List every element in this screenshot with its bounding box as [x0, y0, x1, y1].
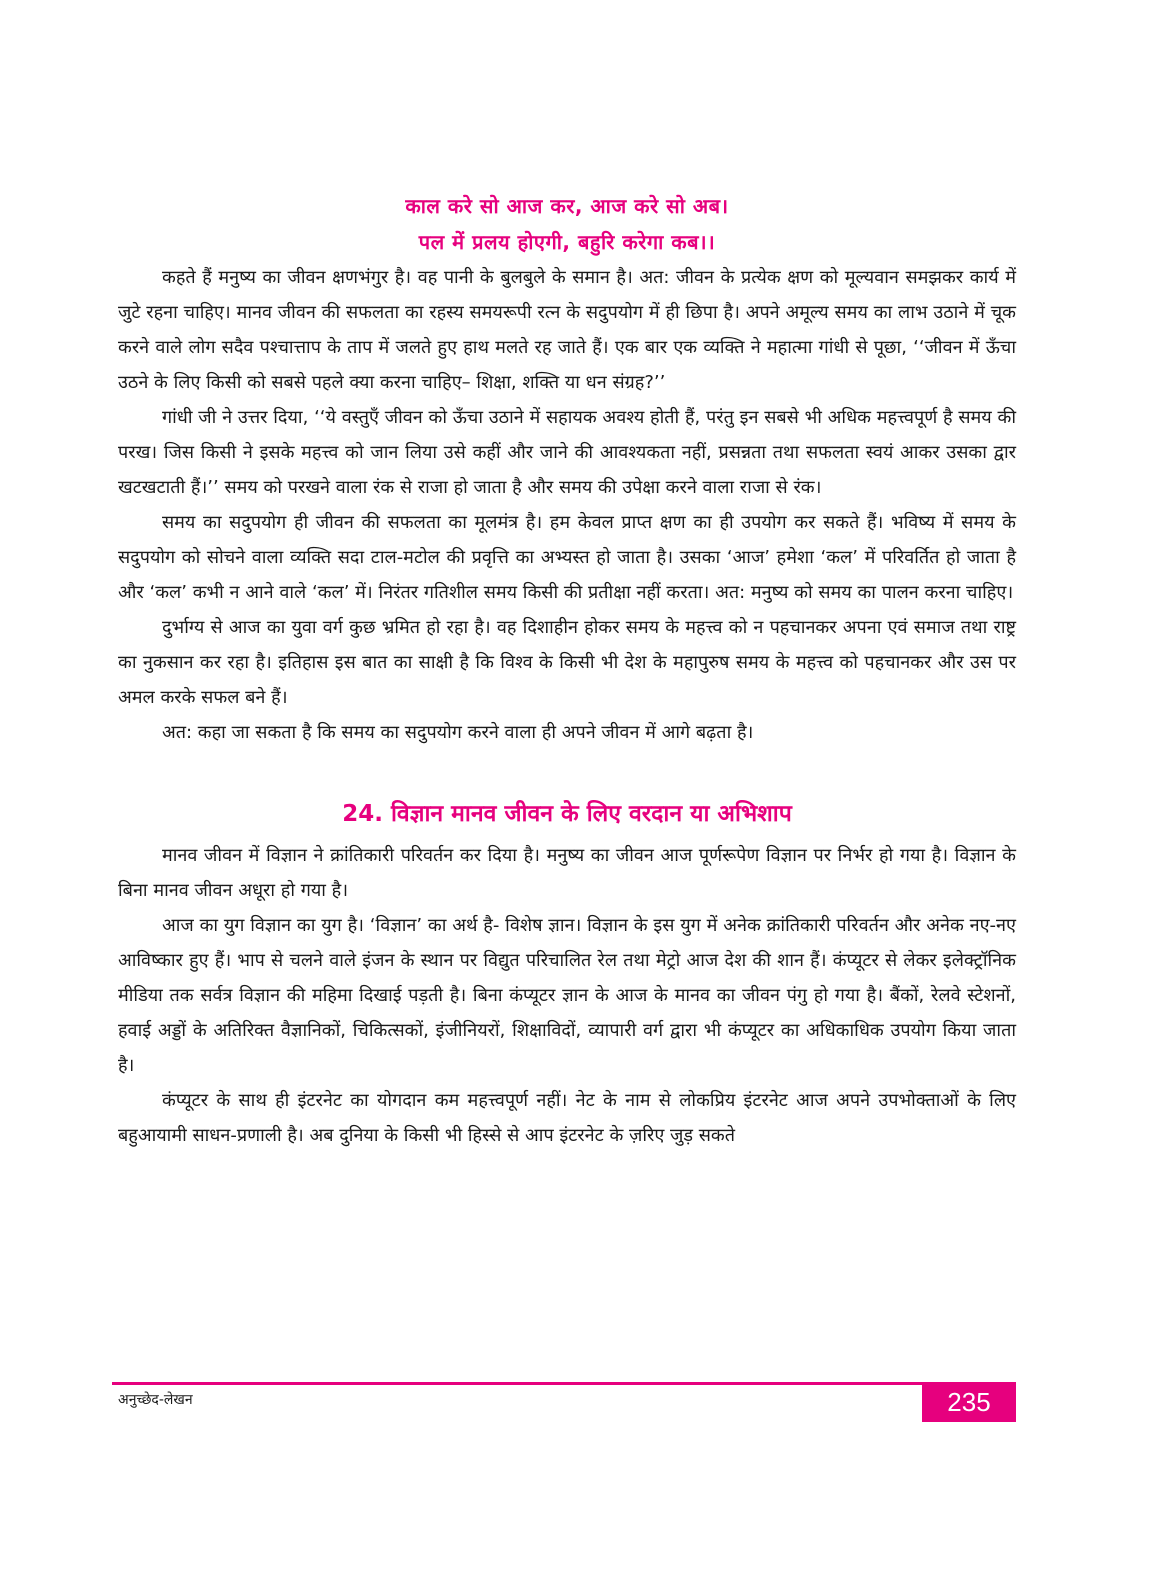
paragraph: अत: कहा जा सकता है कि समय का सदुपयोग करने वाला ही अपने जीवन में आगे बढ़ता है।: [162, 722, 754, 743]
paragraph: गांधी जी ने उत्तर दिया, ‘‘ये वस्तुएँ जीवन को ऊँचा उठाने में सहायक अवश्य होती हैं, परंतु इन सबसे भी अधिक महत्त्वपूर्ण है समय की परख। जिस किसी ने इसके महत्त्व को जान लिया उसे कहीं और जाने की आवश्यकता नहीं, प्रसन्नता तथा सफलता स्वयं आकर उसका द्वार खटखटाती हैं।’’ समय को परखने वाला रंक से राजा हो जाता है और समय की उपेक्षा करने वाला राजा से रंक।: [118, 407, 1016, 498]
paragraph: कंप्यूटर के साथ ही इंटरनेट का योगदान कम महत्त्वपूर्ण नहीं। नेट के नाम से लोकप्रिय इंटरनेट आज अपने उपभोक्ताओं के लिए बहुआयामी साधन-प्रणाली है। अब दुनिया के किसी भी हिस्से से आप इंटरनेट के ज़रिए जुड़ सकते: [118, 1090, 1016, 1146]
couplet-line-1: काल करे सो आज कर, आज करे सो अब।: [405, 194, 729, 218]
paragraph: आज का युग विज्ञान का युग है। ‘विज्ञान’ का अर्थ है- विशेष ज्ञान। विज्ञान के इस युग में अनेक क्रांतिकारी परिवर्तन और अनेक नए-नए आविष्कार हुए हैं। भाप से चलने वाले इंजन के स्थान पर विद्युत परिचालित रेल तथा मेट्रो आज देश की शान हैं। कंप्यूटर से लेकर इलेक्ट्रॉनिक मीडिया तक सर्वत्र विज्ञान की महिमा दिखाई पड़ती है। बिना कंप्यूटर ज्ञान के आज के मानव का जीवन पंगु हो गया है। बैंकों, रेलवे स्टेशनों, हवाई अड्डों के अतिरिक्त वैज्ञानिकों, चिकित्सकों, इंजीनियरों, शिक्षाविदों, व्यापारी वर्ग द्वारा भी कंप्यूटर का अधिकाधिक उपयोग किया जाता है।: [118, 915, 1016, 1076]
footer-label: अनुच्छेद-लेखन: [118, 1392, 193, 1408]
paragraph: समय का सदुपयोग ही जीवन की सफलता का मूलमंत्र है। हम केवल प्राप्त क्षण का ही उपयोग कर सकते हैं। भविष्य में समय के सदुपयोग को सोचने वाला व्यक्ति सदा टाल-मटोल की प्रवृत्ति का अभ्यस्त हो जाता है। उसका ‘आज’ हमेशा ‘कल’ में परिवर्तित हो जाता है और ‘कल’ कभी न आने वाले ‘कल’ में। निरंतर गतिशील समय किसी की प्रतीक्षा नहीं करता। अत: मनुष्य को समय का पालन करना चाहिए।: [118, 512, 1016, 603]
section-time-essay: [118, 260, 1016, 750]
paragraph: मानव जीवन में विज्ञान ने क्रांतिकारी परिवर्तन कर दिया है। मनुष्य का जीवन आज पूर्णरूपेण विज्ञान पर निर्भर हो गया है। विज्ञान के बिना मानव जीवन अधूरा हो गया है।: [118, 845, 1016, 901]
section-science-essay: [118, 838, 1016, 1153]
page-footer: [112, 1382, 1016, 1422]
footer-rule: [112, 1382, 1016, 1385]
section-heading: 24. विज्ञान मानव जीवन के लिए वरदान या अभिशाप: [342, 801, 792, 827]
paragraph: कहते हैं मनुष्य का जीवन क्षणभंगुर है। वह पानी के बुलबुले के समान है। अत: जीवन के प्रत्येक क्षण को मूल्यवान समझकर कार्य में जुटे रहना चाहिए। मानव जीवन की सफलता का रहस्य समयरूपी रत्न के सदुपयोग में ही छिपा है। अपने अमूल्य समय का लाभ उठाने में चूक करने वाले लोग सदैव पश्चात्ताप के ताप में जलते हुए हाथ मलते रह जाते हैं। एक बार एक व्यक्ति ने महात्मा गांधी से पूछा, ‘‘जीवन में ऊँचा उठने के लिए किसी को सबसे पहले क्या करना चाहिए– शिक्षा, शक्ति या धन संग्रह?’’: [118, 267, 1016, 393]
paragraph: दुर्भाग्य से आज का युवा वर्ग कुछ भ्रमित हो रहा है। वह दिशाहीन होकर समय के महत्त्व को न पहचानकर अपना एवं समाज तथा राष्ट्र का नुकसान कर रहा है। इतिहास इस बात का साक्षी है कि विश्व के किसी भी देश के महापुरुष समय के महत्त्व को पहचानकर और उस पर अमल करके सफल बने हैं।: [118, 617, 1016, 708]
page-content: [118, 188, 1016, 1153]
page-number: 235: [922, 1382, 1016, 1422]
couplet: [118, 188, 1016, 260]
couplet-line-2: पल में प्रलय होएगी, बहुरि करेगा कब।।: [418, 230, 716, 254]
